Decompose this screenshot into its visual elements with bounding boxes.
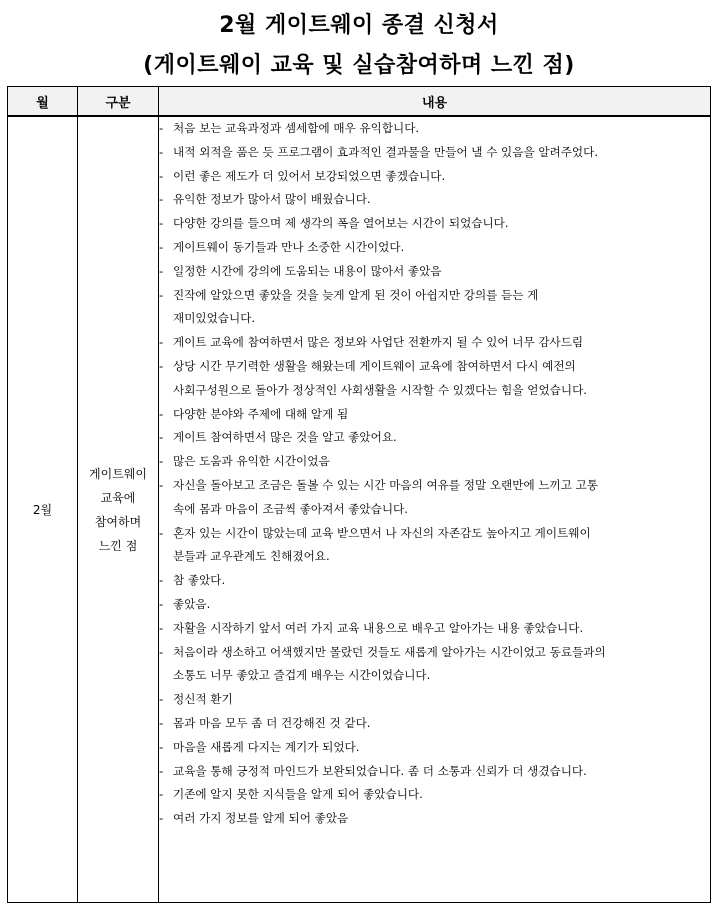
list-item-text: - 교육을 통해 긍정적 마인드가 보완되었습니다. 좀 더 소통과 신뢰가 더 생겼습니다. — [173, 763, 587, 778]
header-content: 내용 — [159, 87, 711, 117]
list-item-text: - 유익한 정보가 많아서 많이 배웠습니다. — [173, 192, 371, 207]
category-line: 게이트웨이 — [89, 466, 147, 481]
document-subtitle: (게이트웨이 교육 및 실습참여하며 느낀 점) — [143, 53, 575, 78]
list-item — [159, 212, 710, 236]
list-item — [159, 569, 710, 593]
list-item-text: - 처음 보는 교육과정과 셈세함에 매우 유익합니다. — [173, 121, 420, 135]
list-item-text: - 참 좋았다. — [173, 573, 226, 588]
list-item-text: - 다양한 강의를 들으며 제 생각의 폭을 열어보는 시간이 되었습니다. — [173, 216, 509, 231]
list-item — [159, 593, 710, 617]
list-item-text: 사회구성원으로 돌아가 정상적인 사회생활을 시작할 수 있겠다는 힘을 얻었습니다. — [173, 382, 587, 397]
list-item-text: - 혼자 있는 시간이 많았는데 교육 받으면서 나 자신의 자존감도 높아지고 게이트웨이 — [173, 525, 591, 540]
list-item-text: - 게이트 교육에 참여하면서 많은 정보와 사업단 전환까지 될 수 있어 너무 감사드림 — [173, 335, 584, 350]
list-item-text: - 일정한 시간에 강의에 도움되는 내용이 많아서 좋았음 — [173, 263, 442, 278]
list-item — [159, 117, 710, 141]
list-item-text: - 처음이라 생소하고 어색했지만 몰랐던 것들도 새롭게 알아가는 시간이었고 동료들과의 — [173, 644, 606, 659]
content-cell — [159, 116, 711, 903]
list-item-text: - 내적 외적을 품은 듯 프로그램이 효과적인 결과물을 만들어 낼 수 있음을 알려주었다. — [173, 144, 599, 159]
list-item-text: 분들과 교우관계도 친해졌어요. — [173, 549, 330, 564]
list-item-text: - 자신을 돌아보고 조금은 돌볼 수 있는 시간 마음의 여유를 정말 오랜만에 느끼고 고통 — [173, 477, 599, 492]
list-item-text: - 기존에 알지 못한 지식들을 알게 되어 좋았습니다. — [173, 787, 423, 802]
list-item-text: - 많은 도움과 유익한 시간이었음 — [173, 454, 330, 469]
header-month: 월 — [8, 87, 78, 117]
feedback-list — [159, 117, 710, 831]
list-item — [159, 522, 710, 570]
document-title: 2월 게이트웨이 종결 신청서 — [219, 13, 499, 38]
list-item — [159, 807, 710, 831]
list-item — [159, 165, 710, 189]
category-line: 느낀 점 — [98, 538, 138, 553]
list-item-text: 속에 몸과 마음이 조금씩 좋아져서 좋았습니다. — [173, 501, 408, 516]
list-item — [159, 783, 710, 807]
list-item — [159, 236, 710, 260]
list-item-text: - 자활을 시작하기 앞서 여러 가지 교육 내용으로 배우고 알아가는 내용 좋았습니다. — [173, 620, 584, 635]
list-item — [159, 260, 710, 284]
list-item-text: 재미있었습니다. — [173, 311, 256, 326]
category-cell — [78, 116, 159, 903]
list-item — [159, 331, 710, 355]
list-item-text: - 상당 시간 무기력한 생활을 해왔는데 게이트웨이 교육에 참여하면서 다시 예전의 — [173, 358, 576, 373]
category-line: 교육에 — [100, 490, 136, 505]
list-item-text: 소통도 너무 좋았고 즐겁게 배우는 시간이었습니다. — [173, 668, 431, 683]
list-item-text: - 진작에 알았으면 좋았을 것을 늦게 알게 된 것이 아쉽지만 강의를 듣는 게 — [173, 287, 539, 302]
list-item — [159, 617, 710, 641]
list-item — [159, 688, 710, 712]
list-item — [159, 712, 710, 736]
header-category: 구분 — [78, 87, 159, 117]
feedback-table — [7, 86, 711, 903]
list-item — [159, 450, 710, 474]
list-item-text: - 여러 가지 정보를 알게 되어 좋았음 — [173, 811, 349, 826]
list-item-text: - 게이트웨이 동기들과 만나 소중한 시간이었다. — [173, 239, 405, 254]
list-item — [159, 760, 710, 784]
list-item — [159, 188, 710, 212]
list-item — [159, 474, 710, 522]
list-item-text: - 몸과 마음 모두 좀 더 건강해진 것 같다. — [173, 715, 371, 730]
category-line: 참여하며 — [94, 514, 142, 529]
list-item-text: - 정신적 환기 — [173, 692, 233, 707]
list-item — [159, 403, 710, 427]
list-item-text: - 다양한 분야와 주제에 대해 알게 됨 — [173, 406, 349, 421]
list-item-text: - 게이트 참여하면서 많은 것을 알고 좋았어요. — [173, 430, 397, 445]
list-item — [159, 355, 710, 403]
list-item — [159, 284, 710, 332]
list-item-text: - 이런 좋은 제도가 더 있어서 보강되었으면 좋겠습니다. — [173, 168, 446, 183]
list-item-text: - 좋았음. — [173, 596, 211, 611]
list-item-text: - 마음을 새롭게 다지는 계기가 되었다. — [173, 739, 360, 754]
list-item — [159, 141, 710, 165]
list-item — [159, 641, 710, 689]
list-item — [159, 426, 710, 450]
table-row — [8, 116, 711, 903]
list-item — [159, 736, 710, 760]
table-header-row — [8, 87, 711, 117]
month-cell: 2월 — [8, 116, 78, 903]
